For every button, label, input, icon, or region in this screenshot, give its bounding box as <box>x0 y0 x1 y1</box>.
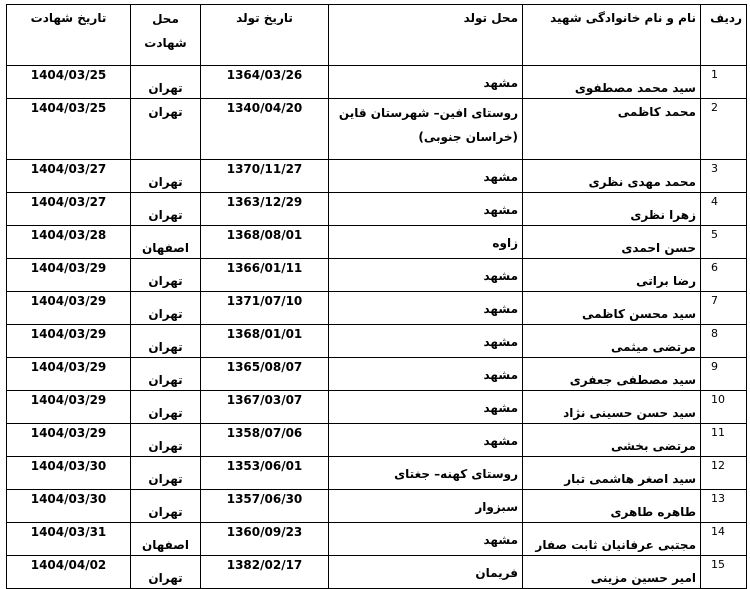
row-index: 5 <box>701 226 747 259</box>
row-death-date: 1404/03/29 <box>7 391 131 424</box>
row-death-date: 1404/04/02 <box>7 556 131 589</box>
row-death-place: اصفهان <box>131 523 201 556</box>
row-death-place: تهران <box>131 424 201 457</box>
row-name: امیر حسین مزینی <box>523 556 701 589</box>
table-row <box>7 160 747 193</box>
row-name: زهرا نظری <box>523 193 701 226</box>
row-birth-date: 1360/09/23 <box>201 523 329 556</box>
row-death-place: تهران <box>131 259 201 292</box>
row-death-date: 1404/03/30 <box>7 457 131 490</box>
row-name: محمد کاظمی <box>523 99 701 160</box>
row-birth-date: 1382/02/17 <box>201 556 329 589</box>
row-death-date: 1404/03/29 <box>7 259 131 292</box>
row-death-place: تهران <box>131 391 201 424</box>
row-name: محمد مهدی نظری <box>523 160 701 193</box>
row-death-date: 1404/03/31 <box>7 523 131 556</box>
header-index: ردیف <box>701 5 747 66</box>
row-name: طاهره طاهری <box>523 490 701 523</box>
table-row <box>7 490 747 523</box>
row-death-place: تهران <box>131 556 201 589</box>
row-name: مرتضی میثمی <box>523 325 701 358</box>
row-death-place: تهران <box>131 99 201 160</box>
row-birth-date: 1366/01/11 <box>201 259 329 292</box>
row-index: 3 <box>701 160 747 193</box>
table-row <box>7 457 747 490</box>
table-row <box>7 66 747 99</box>
row-index: 13 <box>701 490 747 523</box>
row-birth-place: مشهد <box>329 358 523 391</box>
row-birth-date: 1368/08/01 <box>201 226 329 259</box>
row-index: 8 <box>701 325 747 358</box>
row-death-place: تهران <box>131 325 201 358</box>
row-death-date: 1404/03/27 <box>7 193 131 226</box>
row-index: 11 <box>701 424 747 457</box>
row-birth-date: 1370/11/27 <box>201 160 329 193</box>
header-birth-date: تاریخ تولد <box>201 5 329 66</box>
row-death-date: 1404/03/25 <box>7 99 131 160</box>
row-birth-date: 1365/08/07 <box>201 358 329 391</box>
row-name: سید مصطفی جعفری <box>523 358 701 391</box>
row-death-date: 1404/03/30 <box>7 490 131 523</box>
row-name: رضا براتی <box>523 259 701 292</box>
row-birth-place: مشهد <box>329 160 523 193</box>
row-name: حسن احمدی <box>523 226 701 259</box>
row-birth-place: مشهد <box>329 424 523 457</box>
row-death-date: 1404/03/27 <box>7 160 131 193</box>
row-name: سید حسن حسینی نژاد <box>523 391 701 424</box>
row-index: 2 <box>701 99 747 160</box>
row-birth-place: روستای کهنه– جغتای <box>329 457 523 490</box>
row-birth-date: 1368/01/01 <box>201 325 329 358</box>
table-row <box>7 391 747 424</box>
row-death-date: 1404/03/28 <box>7 226 131 259</box>
row-death-date: 1404/03/29 <box>7 358 131 391</box>
row-birth-date: 1371/07/10 <box>201 292 329 325</box>
row-death-date: 1404/03/29 <box>7 424 131 457</box>
row-birth-place: مشهد <box>329 66 523 99</box>
row-death-place: تهران <box>131 358 201 391</box>
row-name: سید محمد مصطفوی <box>523 66 701 99</box>
row-death-place: تهران <box>131 160 201 193</box>
row-death-place: اصفهان <box>131 226 201 259</box>
table-row <box>7 424 747 457</box>
header-death-place: محل شهادت <box>131 5 201 66</box>
row-birth-date: 1353/06/01 <box>201 457 329 490</box>
row-birth-place: فریمان <box>329 556 523 589</box>
row-birth-date: 1358/07/06 <box>201 424 329 457</box>
header-birth-place: محل تولد <box>329 5 523 66</box>
table-header-row <box>7 5 747 66</box>
row-name: سید اصغر هاشمی تبار <box>523 457 701 490</box>
row-birth-date: 1363/12/29 <box>201 193 329 226</box>
row-index: 14 <box>701 523 747 556</box>
row-birth-date: 1357/06/30 <box>201 490 329 523</box>
table-row <box>7 292 747 325</box>
row-birth-place: مشهد <box>329 259 523 292</box>
row-index: 6 <box>701 259 747 292</box>
row-birth-date: 1364/03/26 <box>201 66 329 99</box>
row-birth-date: 1340/04/20 <box>201 99 329 160</box>
row-birth-date: 1367/03/07 <box>201 391 329 424</box>
row-index: 15 <box>701 556 747 589</box>
martyrs-table <box>6 4 747 589</box>
row-death-place: تهران <box>131 193 201 226</box>
header-death-date: تاریخ شهادت <box>7 5 131 66</box>
row-birth-place: مشهد <box>329 523 523 556</box>
row-index: 12 <box>701 457 747 490</box>
row-index: 10 <box>701 391 747 424</box>
row-name: سید محسن کاظمی <box>523 292 701 325</box>
table-row <box>7 99 747 160</box>
row-name: مجتبی عرفانیان ثابت صفار <box>523 523 701 556</box>
row-death-place: تهران <box>131 292 201 325</box>
header-name: نام و نام خانوادگی شهید <box>523 5 701 66</box>
row-index: 9 <box>701 358 747 391</box>
table-row <box>7 259 747 292</box>
row-death-place: تهران <box>131 457 201 490</box>
table-row <box>7 358 747 391</box>
table-row <box>7 325 747 358</box>
row-death-date: 1404/03/29 <box>7 325 131 358</box>
row-index: 7 <box>701 292 747 325</box>
table-row <box>7 226 747 259</box>
table-row <box>7 193 747 226</box>
row-death-place: تهران <box>131 66 201 99</box>
row-name: مرتضی بخشی <box>523 424 701 457</box>
row-index: 1 <box>701 66 747 99</box>
row-birth-place: مشهد <box>329 292 523 325</box>
row-birth-place: مشهد <box>329 193 523 226</box>
row-birth-place: سبزوار <box>329 490 523 523</box>
table-row <box>7 556 747 589</box>
row-death-date: 1404/03/29 <box>7 292 131 325</box>
table-row <box>7 523 747 556</box>
row-birth-place: زاوه <box>329 226 523 259</box>
row-index: 4 <box>701 193 747 226</box>
row-birth-place: مشهد <box>329 325 523 358</box>
row-death-date: 1404/03/25 <box>7 66 131 99</box>
row-birth-place: روستای افین– شهرستان قاین (خراسان جنوبی) <box>329 99 523 160</box>
row-birth-place: مشهد <box>329 391 523 424</box>
row-death-place: تهران <box>131 490 201 523</box>
